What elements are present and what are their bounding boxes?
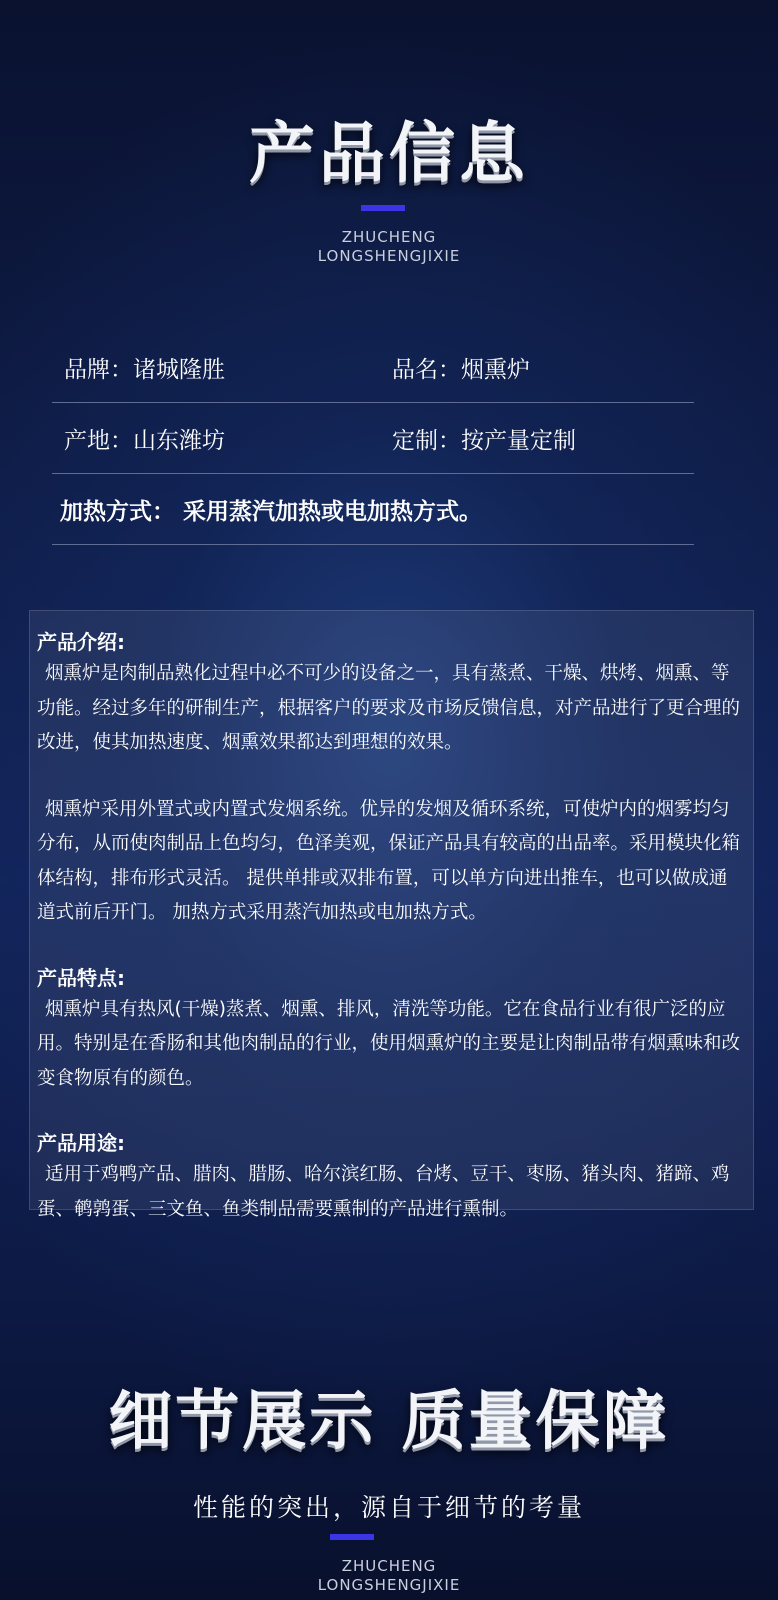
brand-english-line1: ZHUCHENG — [341, 1557, 437, 1575]
detail-brand-english-name — [0, 1557, 778, 1595]
page-title: 产品信息 — [249, 115, 529, 192]
title-accent-bar — [361, 205, 405, 211]
brand-english-line1: ZHUCHENG — [341, 228, 437, 246]
info-product-name: 品名：烟熏炉 — [392, 356, 530, 383]
info-brand: 品牌：诸城隆胜 — [64, 356, 225, 383]
detail-section-title: 细节展示 质量保障 — [108, 1385, 670, 1459]
uses-heading: 产品用途: — [37, 1131, 125, 1155]
features-heading: 产品特点: — [37, 965, 125, 990]
intro-paragraph-2: 烟熏炉采用外置式或内置式发烟系统。优异的发烟及循环系统，可使炉内的烟雾均匀分布，从而使肉制品上色均匀，色泽美观，保证产品具有较高的出品率。采用模块化箱体结构，排布形式灵活。 提供单排或双排布置，可以单方向进出推车，也可以做成通道式前后开门。 加热方式采用蒸汽加热或电加热方式。 — [37, 798, 741, 923]
detail-accent-bar — [330, 1534, 374, 1540]
uses-paragraph: 适用于鸡鸭产品、腊肉、腊肠、哈尔滨红肠、台烤、豆干、枣肠、猪头肉、猪蹄、鸡蛋、鹌鹑蛋、三文鱼、鱼类制品需要熏制的产品进行熏制。 — [37, 1164, 730, 1220]
brand-english-line2: LONGSHENGJIXIE — [317, 247, 461, 265]
product-info-table — [52, 332, 694, 545]
info-row — [52, 332, 694, 403]
intro-heading: 产品介绍: — [37, 630, 125, 654]
info-row — [52, 474, 694, 545]
brand-english-name — [0, 228, 778, 266]
info-row — [52, 403, 694, 474]
info-heating: 加热方式： 采用蒸汽加热或电加热方式。 — [60, 498, 483, 525]
info-origin: 产地：山东潍坊 — [64, 427, 225, 454]
info-custom: 定制：按产量定制 — [392, 427, 576, 454]
brand-english-line2: LONGSHENGJIXIE — [317, 1576, 461, 1594]
intro-paragraph-1: 烟熏炉是肉制品熟化过程中必不可少的设备之一，具有蒸煮、干燥、烘烤、烟熏、等功能。经过多年的研制生产，根据客户的要求及市场反馈信息，对产品进行了更合理的改进，使其加热速度、烟熏效果都达到理想的效果。 — [37, 663, 741, 753]
features-paragraph: 烟熏炉具有热风(干燥)蒸煮、烟熏、排风，清洗等功能。它在食品行业有很广泛的应用。特别是在香肠和其他肉制品的行业，使用烟熏炉的主要是让肉制品带有烟熏味和改变食物原有的颜色。 — [37, 998, 741, 1089]
product-description-box — [29, 610, 754, 1220]
detail-tagline: 性能的突出，源自于细节的考量 — [192, 1493, 585, 1522]
